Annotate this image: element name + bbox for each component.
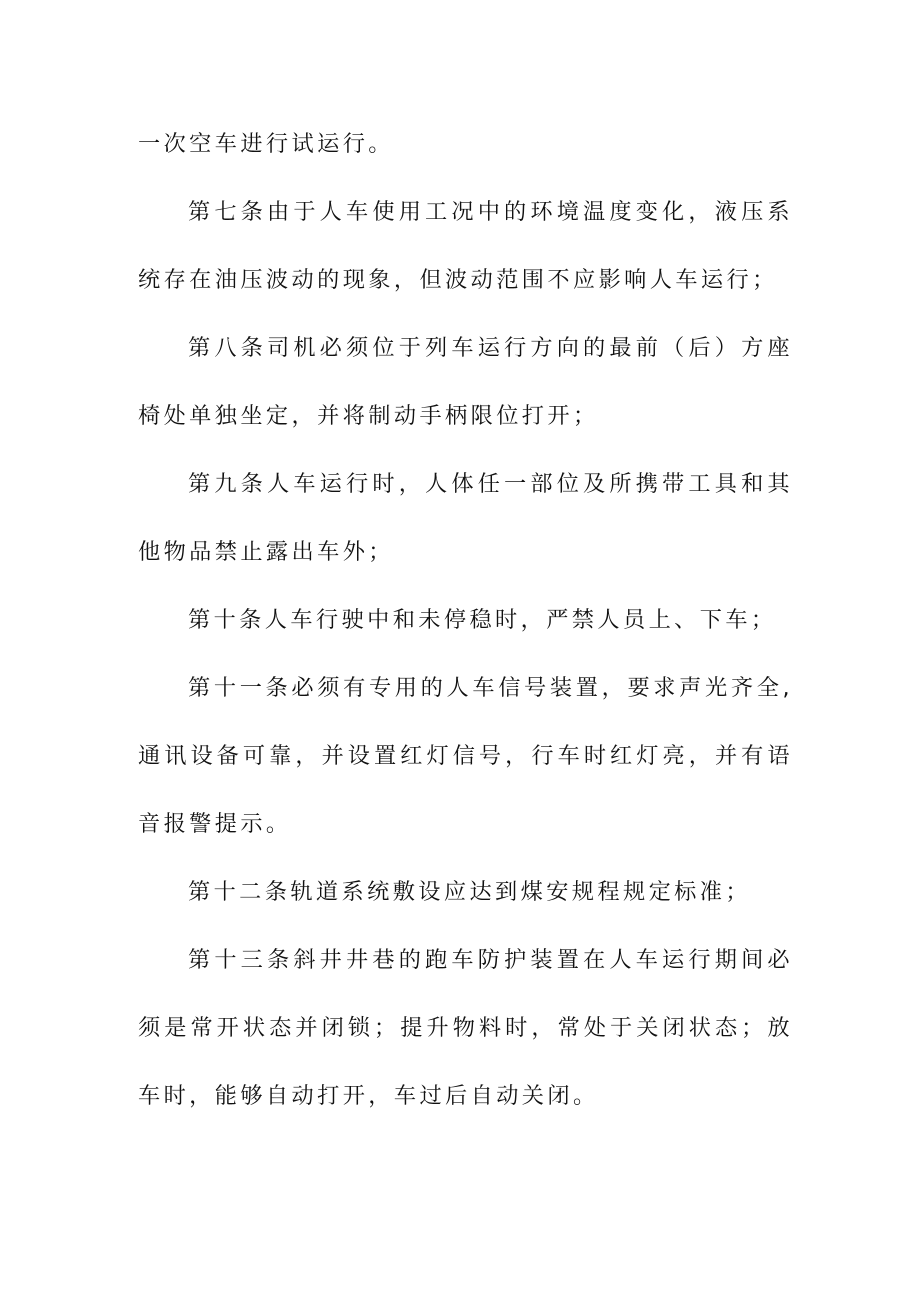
document-body (138, 110, 793, 1130)
paragraph-article-13: 第十三条斜井井巷的跑车防护装置在人车运行期间必须是常开状态并闭锁；提升物料时，常处于关闭状态；放车时，能够自动打开，车过后自动关闭。 (138, 947, 793, 1109)
paragraph-article-12: 第十二条轨道系统敷设应达到煤安规程规定标准； (188, 879, 751, 905)
paragraph-article-8: 第八条司机必须位于列车运行方向的最前（后）方座椅处单独坐定，并将制动手柄限位打开； (138, 335, 793, 429)
paragraph-article-9: 第九条人车运行时，人体任一部位及所携带工具和其他物品禁止露出车外； (138, 471, 793, 565)
paragraph-article-7: 第七条由于人车使用工况中的环境温度变化，液压系统存在油压波动的现象，但波动范围不应影响人车运行； (138, 199, 793, 293)
paragraph-article-10: 第十条人车行驶中和未停稳时，严禁人员上、下车； (188, 607, 777, 633)
paragraph-continuation: 一次空车进行试运行。 (138, 131, 394, 157)
paragraph-article-11: 第十一条必须有专用的人车信号装置，要求声光齐全,通讯设备可靠，并设置红灯信号，行车时红灯亮，并有语音报警提示。 (138, 675, 793, 837)
